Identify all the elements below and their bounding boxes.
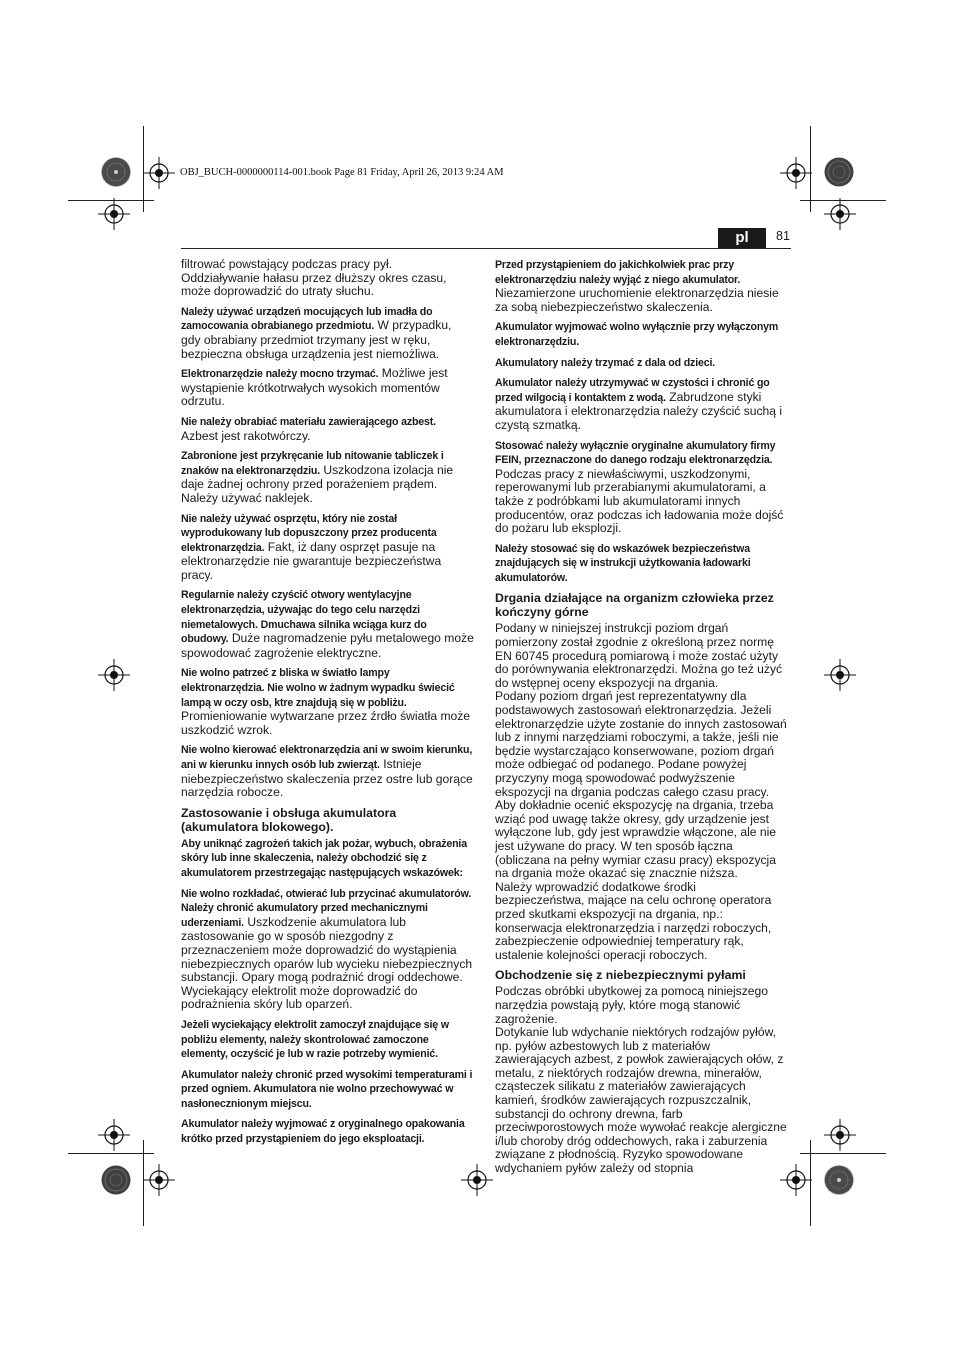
paragraph xyxy=(181,1018,474,1062)
paragraph xyxy=(495,690,788,799)
bold-warning: Aby uniknąć zagrożeń takich jak pożar, wybuch, obrażenia skóry lub inne skaleczenia, należy obchodzić się z akumulatorem przestrzegając następujących wskazówek: xyxy=(181,837,467,879)
paragraph xyxy=(495,376,788,432)
paragraph-text: Duże nagromadzenie pyłu metalowego może spowodować zagrożenie elektryczne. xyxy=(181,631,474,660)
registration-mark-icon xyxy=(143,1164,175,1196)
paragraph xyxy=(181,588,474,660)
paragraph xyxy=(495,1026,788,1176)
registration-mark-icon xyxy=(98,198,130,230)
paragraph-text: Zabrudzone styki akumulatora i elektronarzędzia należy czyścić suchą i czystą szmatką. xyxy=(495,389,783,432)
section-heading: Zastosowanie i obsługa akumulatora (akumulatora blokowego). xyxy=(181,805,397,834)
color-calibration-disc-icon xyxy=(823,1164,855,1196)
color-calibration-disc-icon xyxy=(100,1164,132,1196)
paragraph xyxy=(495,356,788,371)
bold-warning: Elektronarzędzie należy mocno trzymać. xyxy=(181,368,379,381)
bold-warning: Jeżeli wyciekający elektrolit zamoczył znajdujące się w pobliżu elementy, należy skontrolować zamoczone elementy, oczyścić je lub w razie potrzeby wymienić. xyxy=(181,1018,449,1061)
right-column xyxy=(495,258,788,1182)
bold-warning: Należy stosować się do wskazówek bezpieczeństwa znajdujących się w instrukcji użytkowania ładowarki akumulatorów. xyxy=(495,542,751,584)
bold-warning: Regularnie należy czyścić otwory wentylacyjne elektronarzędzia, używając do tego celu narzędzi niemetalowych. Dmuchawa silnika wciąga kurz do obudowy. xyxy=(181,589,427,646)
registration-mark-icon xyxy=(824,659,856,691)
paragraph xyxy=(181,367,474,409)
paragraph xyxy=(181,887,474,1012)
registration-mark-icon xyxy=(143,157,175,189)
bold-warning: Zabronione jest przykręcanie lub nitowanie tabliczek i znaków na elektronarzędziu. xyxy=(181,450,444,477)
paragraph xyxy=(181,743,474,799)
bold-warning: Nie wolno patrzeć z bliska w światło lampy elektronarzędzia. Nie wolno w żadnym wypadku świecić lampą w oczy osb, ktre znajdują się w pobliżu. xyxy=(181,667,455,709)
paragraph-text: Uszkodzona izolacja nie daje żadnej ochrony przed porażeniem prądem. Należy używać naklejek. xyxy=(181,462,454,505)
paragraph xyxy=(181,258,474,299)
paragraph-text: Należy wprowadzić dodatkowe środki bezpieczeństwa, mające na celu ochronę operatora przed skutkami ekspozycji na drgania, np.: konserwacja elektronarzędzia i narzędzi roboczych, zabezpieczenie odpowiedniej temperatury rąk, ustalenie kolejności operacji roboczych. xyxy=(495,879,772,962)
header-rule xyxy=(181,248,791,249)
section-heading: Obchodzenie się z niebezpiecznymi pyłami xyxy=(495,968,746,983)
paragraph-text: Podczas pracy z niewłaściwymi, uszkodzonymi, reperowanymi lub przerabianymi akumulatorami, a także z podróbkami lub akumulatorami innych producentów, oraz podczas ich ładowania może dojść do pożaru lub eksplozji. xyxy=(495,466,784,536)
paragraph-text: Aby dokładnie ocenić ekspozycję na drgania, trzeba wziąć pod uwagę także okresy, gdy urządzenie jest wyłączone lub, gdy jest wprawdzie włączone, ale nie jest używane do pracy. W ten sposób łączna (obliczana na pełny wymiar czasu pracy) ekspozycja na drgania może okazać się znacznie niższa. xyxy=(495,798,776,881)
bold-warning: Nie należy używać osprzętu, który nie został wyprodukowany lub dopuszczony przez producenta elektronarzędzia. xyxy=(181,512,437,554)
registration-mark-icon xyxy=(780,157,812,189)
paragraph xyxy=(495,622,788,690)
paragraph xyxy=(495,258,788,314)
bold-warning: Akumulator należy chronić przed wysokimi temperaturami i przed ogniem. Akumulatora nie wolno przechowywać w nasłonecznionym miejscu. xyxy=(181,1068,473,1110)
paragraph xyxy=(495,881,788,963)
bold-warning: Nie należy obrabiać materiału zawierającego azbest. xyxy=(181,415,436,428)
paragraph xyxy=(181,512,474,583)
paragraph-text: filtrować powstający podczas pracy pył. Oddziaływanie hałasu przez dłuższy okres czasu, może doprowadzić do utraty słuchu. xyxy=(181,257,447,299)
bold-warning: Nie wolno rozkładać, otwierać lub przycinać akumulatorów. Należy chronić akumulatory przed mechanicznymi uderzeniami. xyxy=(181,887,472,929)
bold-warning: Akumulator należy utrzymywać w czystości i chronić go przed wilgocią i kontaktem z wodą. xyxy=(495,377,770,404)
paragraph-text: Podany poziom drgań jest reprezentatywny dla podstawowych zastosowań elektronarzędzia. Jeżeli elektronarzędzie użyte zostanie do innych zastosowań lub z innymi narzędziami roboczymi, a także, jeśli nie będzie wystarczająco konserwowane, poziom drgań może odbiegać od podanego. Podane powyżej przyczyny mogą spowodować podwyższenie ekspozycji na drgania podczas całego czasu pracy. xyxy=(495,689,787,799)
registration-mark-icon xyxy=(98,659,130,691)
page-number: 81 xyxy=(776,229,790,243)
paragraph-text: Uszkodzenie akumulatora lub zastosowanie go w sposób niezgodny z przeznaczeniem może doprowadzić do wystąpienia niebezpiecznych oparów lub wycieku niebezpiecznych substancji. Opary mogą podrażnić drogi oddechowe. Wyciekający elektrolit może doprowadzić do podrażnienia skóry lub oparzeń. xyxy=(181,914,473,1012)
paragraph xyxy=(181,305,474,361)
crop-line xyxy=(68,1153,154,1154)
paragraph xyxy=(181,415,474,443)
paragraph-text: Promieniowanie wytwarzane przez źrdło światła może uszkodzić wzrok. xyxy=(181,709,471,737)
paragraph-text: Podczas obróbki ubytkowej za pomocą niniejszego narzędzia powstają pyły, które mogą stanowić zagrożenie. xyxy=(495,984,768,1026)
paragraph-text: Fakt, iż dany osprzęt pasuje na elektronarzędzie nie gwarantuje bezpieczeństwa pracy. xyxy=(181,539,442,582)
registration-mark-icon xyxy=(461,1164,493,1196)
bold-warning: Akumulator wyjmować wolno wyłącznie przy wyłączonym elektronarzędziu. xyxy=(495,321,779,348)
registration-mark-icon xyxy=(824,1119,856,1151)
language-tab: pl xyxy=(718,228,766,248)
paragraph-text: W przypadku, gdy obrabiany przedmiot trzymany jest w ręku, bezpieczna obsługa urządzenia jest niemożliwa. xyxy=(181,318,452,361)
print-slug: OBJ_BUCH-0000000114-001.book Page 81 Friday, April 26, 2013 9:24 AM xyxy=(180,167,504,178)
section-heading: Drgania działające na organizm człowieka przez kończyny górne xyxy=(495,591,774,620)
bold-warning: Akumulatory należy trzymać z dala od dzieci. xyxy=(495,356,716,369)
paragraph xyxy=(181,1117,474,1146)
bold-warning: Przed przystąpieniem do jakichkolwiek prac przy elektronarzędziu należy wyjąć z niego akumulator. xyxy=(495,259,741,286)
paragraph-text: Możliwe jest wystąpienie krótkotrwałych wysokich momentów odrzutu. xyxy=(181,366,448,409)
registration-mark-icon xyxy=(824,198,856,230)
paragraph-text: Istnieje niebezpieczeństwo skaleczenia przez ostre lub gorące narzędzia robocze. xyxy=(181,757,473,800)
paragraph xyxy=(181,837,474,881)
paragraph xyxy=(495,985,788,1026)
bold-warning: Akumulator należy wyjmować z oryginalnego opakowania krótko przed przystąpieniem do jego eksploatacji. xyxy=(181,1118,465,1146)
paragraph-text: Niezamierzone uruchomienie elektronarzędzia niesie za sobą niebezpieczeństwo skaleczenia. xyxy=(495,286,779,314)
color-calibration-disc-icon xyxy=(100,156,132,188)
paragraph xyxy=(495,542,788,586)
bold-warning: Stosować należy wyłącznie oryginalne akumulatory firmy FEIN, przeznaczone do danego rodzaju elektronarzędzia. xyxy=(495,439,776,467)
paragraph xyxy=(181,1068,474,1112)
bold-warning: Należy używać urządzeń mocujących lub imadła do zamocowania obrabianego przedmiotu. xyxy=(181,305,433,333)
crop-line xyxy=(800,1153,886,1154)
paragraph xyxy=(181,666,474,737)
bold-warning: Nie wolno kierować elektronarzędzia ani w swoim kierunku, ani w kierunku innych osób lub zwierząt. xyxy=(181,744,473,771)
color-calibration-disc-icon xyxy=(823,156,855,188)
paragraph-text: Azbest jest rakotwórczy. xyxy=(181,428,311,443)
paragraph xyxy=(495,320,788,349)
paragraph xyxy=(495,439,788,536)
left-column xyxy=(181,258,474,1153)
paragraph-text: Podany w niniejszej instrukcji poziom drgań pomierzony został zgodnie z określoną przez normę EN 60745 procedurą pomiarową i może zostać użyty do porównywania elektronarzędzi. Można go też użyć do wstępnej oceny ekspozycji na drgania. xyxy=(495,621,783,690)
paragraph-text: Dotykanie lub wdychanie niektórych rodzajów pyłów, np. pyłów azbestowych lub z materiałów zawierających azbest, z powłok zawierających ołów, z metalu, z niektórych rodzajów drewna, minerałów, cząsteczek silikatu z materiałów zawierających kamień, środków zawierających rozpuszczalnik, substancji do ochrony drewna, farb przeciwporostowych może wywołać reakcje alergiczne i/lub choroby dróg oddechowych, raka i zaburzenia związane z płodnością. Ryzyko spowodowane wdychaniem pyłów zależy od stopnia xyxy=(495,1025,787,1176)
paragraph xyxy=(495,799,788,881)
paragraph xyxy=(181,449,474,505)
registration-mark-icon xyxy=(98,1119,130,1151)
